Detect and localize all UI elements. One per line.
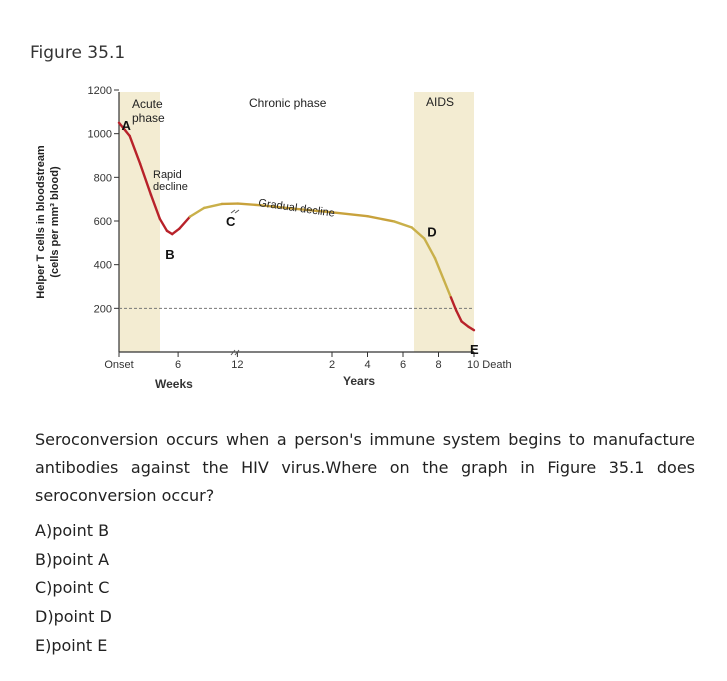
curve-segment (190, 208, 204, 217)
x-tick-label: 4 (364, 359, 371, 371)
annotation-gradual-decline: Gradual decline (257, 197, 336, 220)
y-ticks (88, 85, 119, 315)
curve-segment (179, 217, 190, 229)
y-tick-label: 400 (93, 259, 112, 272)
x-ticks (104, 352, 511, 371)
x-tick-label: 12 (231, 359, 244, 371)
phase-label-aids: AIDS (426, 95, 455, 109)
point-label-e: E (470, 342, 479, 358)
y-axis-label: Helper T cells in bloodstream (cells per mm³ blood) (35, 145, 61, 299)
point-label-b: B (165, 247, 175, 263)
figure-label: Figure 35.1 (30, 43, 126, 63)
axis-break-marks (231, 210, 239, 355)
x-unit-years: Years (343, 374, 376, 388)
y-tick-label: 600 (93, 216, 112, 228)
curve-segment (160, 219, 167, 231)
curve-segment (394, 221, 412, 227)
annotation-rapid-decline: Rapid decline (153, 169, 188, 193)
question-text: Seroconversion occurs when a person's immune system begins to manufacture antibodies against the HIV virus.Where on the graph in Figure 35.1 does seroconversion occur? (35, 430, 695, 505)
x-tick-label: 6 (175, 359, 182, 371)
point-label-d: D (427, 224, 437, 240)
option-a[interactable]: A)point B (35, 521, 110, 540)
option-b[interactable]: B)point A (35, 550, 110, 569)
point-label-a: A (121, 118, 131, 134)
option-d[interactable]: D)point D (35, 607, 112, 626)
phase-label-acute: Acute phase (132, 97, 165, 125)
option-e[interactable]: E)point E (35, 636, 108, 655)
curve-segment (172, 229, 179, 234)
y-tick-label: 1000 (87, 128, 112, 141)
curve-segment (368, 216, 395, 221)
phase-label-chronic: Chronic phase (249, 96, 327, 110)
x-tick-label: Onset (104, 359, 134, 371)
point-label-c: C (225, 213, 236, 229)
option-c[interactable]: C)point C (35, 578, 110, 597)
y-tick-label: 200 (93, 303, 112, 316)
y-tick-label: 800 (93, 172, 112, 185)
aids-phase-shading (414, 92, 474, 352)
x-tick-label: 10 Death (467, 359, 512, 371)
x-tick-label: 6 (399, 359, 407, 371)
x-tick-label: 8 (435, 359, 442, 371)
curve-segment (332, 212, 368, 216)
x-tick-label: 2 (328, 359, 336, 371)
curve-segment (204, 204, 222, 208)
x-unit-weeks: Weeks (155, 377, 193, 391)
y-tick-label: 1200 (87, 85, 112, 97)
